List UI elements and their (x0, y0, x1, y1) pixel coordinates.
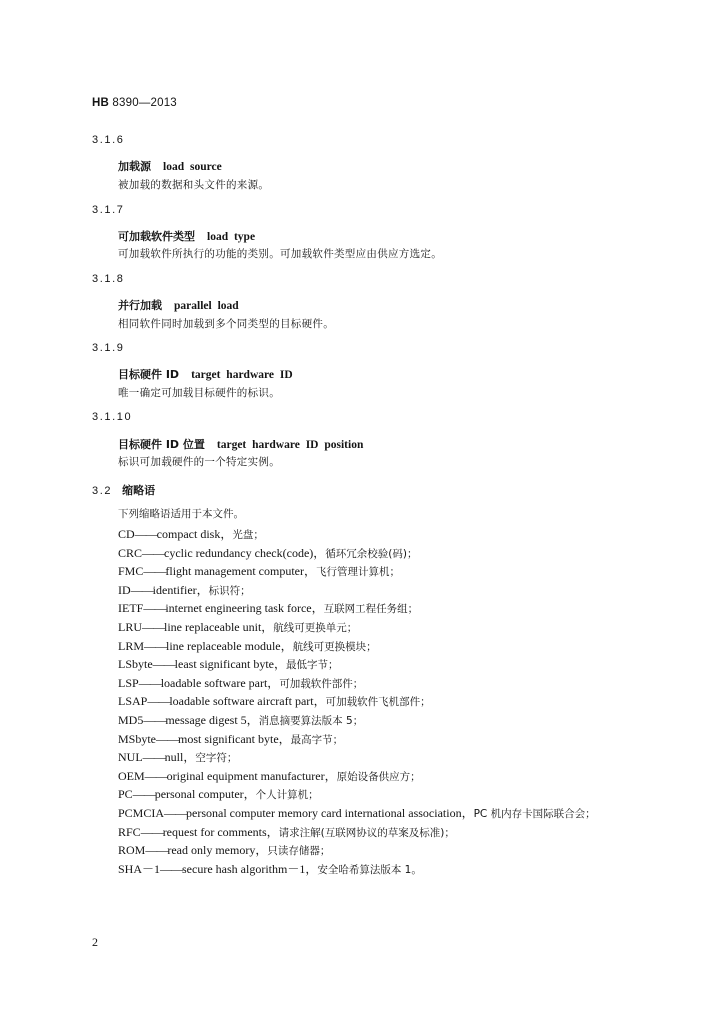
term-number: 3.1.6 (92, 134, 125, 146)
abbreviation-english: line replaceable unit， (164, 619, 274, 634)
abbreviation-item (118, 562, 596, 581)
abbreviation-english: null， (164, 750, 196, 765)
page-number: 2 (92, 935, 98, 949)
abbreviation-english: read only memory， (167, 843, 268, 858)
abbreviation-english: cyclic redundancy check(code)， (164, 545, 326, 560)
term-en: load source (163, 161, 222, 173)
term-title (118, 366, 293, 382)
abbreviation-item (118, 767, 596, 786)
abbreviation-english: request for comments， (162, 824, 279, 839)
abbreviation-dash: —— (138, 675, 161, 690)
abbreviation-item (118, 525, 596, 544)
abbreviation-term: LRM (118, 638, 145, 653)
abbreviation-term: CD (118, 527, 135, 541)
abbreviation-item (118, 618, 596, 637)
abbreviation-chinese: 原始设备供应方； (336, 770, 421, 783)
abbreviation-term: MD5 (118, 712, 144, 727)
term-definition: 标识可加载硬件的一个特定实例。 (118, 456, 280, 468)
term-number: 3.1.8 (92, 273, 125, 285)
abbreviation-term: MSbyte (118, 731, 157, 746)
abbreviation-term: IETF (118, 601, 144, 616)
abbreviation-chinese: 最高字节； (290, 733, 344, 746)
term-definition: 相同软件同时加载到多个同类型的目标硬件。 (118, 318, 334, 330)
abbreviation-item (118, 581, 596, 600)
term-number: 3.1.9 (92, 342, 125, 354)
abbreviation-dash: —— (130, 582, 153, 597)
abbreviation-chinese: 空字符； (195, 752, 238, 765)
abbreviation-term: CRC (118, 545, 143, 560)
abbreviation-english: loadable software part， (160, 675, 280, 690)
abbreviation-dash: —— (152, 657, 175, 672)
term-definition: 唯一确定可加载目标硬件的标识。 (118, 387, 280, 399)
abbreviation-term: LRU (118, 619, 142, 634)
abbreviation-chinese: 互联网工程任务组； (323, 603, 419, 616)
abbreviation-chinese: 标识符； (208, 584, 251, 597)
abbreviation-term: LSbyte (118, 657, 153, 672)
abbreviation-term: NUL (118, 750, 143, 765)
term-en: load type (207, 231, 256, 243)
abbreviation-english: loadable software aircraft part， (169, 694, 326, 709)
abbreviation-term: SHA－1 (118, 861, 161, 876)
standard-header (92, 97, 177, 109)
abbreviation-term: LSAP (118, 694, 148, 709)
abbreviation-dash: —— (160, 861, 183, 876)
abbreviation-dash: —— (156, 731, 179, 746)
abbreviation-english: personal computer， (154, 787, 256, 802)
abbreviation-chinese: 消息摘要算法版本 5； (258, 714, 364, 727)
abbreviation-english: line replaceable module， (166, 638, 293, 653)
abbreviation-item (118, 785, 596, 804)
abbreviation-dash: —— (164, 805, 187, 820)
term-title (118, 158, 222, 174)
abbreviation-english: identifier， (152, 582, 209, 597)
abbreviation-item (118, 655, 596, 674)
abbreviation-item (118, 637, 596, 656)
abbreviation-chinese: 光盘； (232, 529, 264, 541)
term-zh: 加载源 (118, 160, 151, 173)
term-title (118, 297, 239, 313)
term-definition: 可加载软件所执行的功能的类别。可加载软件类型应由供应方选定。 (118, 248, 442, 260)
abbreviation-chinese: 航线可更换模块； (292, 640, 377, 653)
abbreviation-term: ROM (118, 843, 146, 858)
term-zh: 并行加载 (118, 299, 162, 312)
term-title (118, 228, 255, 244)
abbreviation-dash: —— (144, 638, 167, 653)
standard-code: HB (92, 97, 110, 109)
abbreviation-chinese: 飞行管理计算机； (315, 566, 400, 579)
abbreviation-english: internet engineering task force， (165, 601, 324, 616)
abbreviation-chinese: 个人计算机； (255, 789, 319, 802)
term-definition: 被加载的数据和头文件的来源。 (118, 179, 270, 191)
abbreviation-dash: —— (147, 694, 170, 709)
abbreviation-chinese: 循环冗余校验(码)； (325, 547, 418, 560)
abbreviation-chinese: 航线可更换单元； (273, 621, 358, 634)
term-en: target hardware ID position (216, 439, 364, 451)
abbreviation-english: message digest 5， (165, 712, 259, 727)
abbreviation-term: OEM (118, 768, 145, 783)
abbreviation-item (118, 711, 596, 730)
abbreviation-english: personal computer memory card international association， (186, 805, 474, 820)
abbreviation-dash: —— (134, 527, 157, 541)
abbreviation-chinese: 请求注解(互联网协议的草案及标准)； (278, 826, 455, 839)
abbreviation-item (118, 841, 596, 860)
abbreviation-dash: —— (143, 564, 166, 579)
abbreviation-dash: —— (145, 843, 168, 858)
term-number: 3.1.7 (92, 204, 125, 216)
abbreviation-item (118, 823, 596, 842)
abbreviation-list (118, 525, 596, 878)
abbreviation-term: LSP (118, 675, 139, 690)
abbreviation-term: ID (118, 582, 131, 597)
abbreviation-chinese: 可加载软件部件； (279, 677, 364, 690)
term-zh: 目标硬件 ID (118, 368, 180, 381)
abbreviations-intro: 下列缩略语适用于本文件。 (118, 508, 244, 520)
standard-number: 8390—2013 (112, 97, 177, 109)
abbreviation-item (118, 730, 596, 749)
abbreviation-english: most significant byte， (178, 731, 291, 746)
abbreviation-term: PC (118, 787, 133, 802)
abbreviation-item (118, 544, 596, 563)
abbreviation-dash: —— (143, 712, 166, 727)
abbreviation-dash: —— (142, 750, 165, 765)
abbreviation-item (118, 804, 596, 823)
abbreviation-term: RFC (118, 824, 141, 839)
abbreviation-term: FMC (118, 564, 144, 579)
abbreviation-english: original equipment manufacturer， (166, 768, 337, 783)
abbreviation-dash: —— (140, 824, 163, 839)
section-title: 缩略语 (122, 484, 156, 497)
abbreviation-chinese: 可加载软件飞机部件； (325, 696, 431, 709)
abbreviation-dash: —— (132, 787, 155, 802)
abbreviation-item (118, 674, 596, 693)
abbreviation-english: least significant byte， (174, 657, 286, 672)
term-number: 3.1.10 (92, 411, 133, 423)
abbreviation-chinese: 安全哈希算法版本 1。 (317, 863, 422, 876)
term-zh: 目标硬件 ID 位置 (118, 438, 205, 451)
abbreviation-term: PCMCIA (118, 805, 165, 820)
term-title (118, 436, 363, 452)
abbreviation-english: flight management computer， (165, 564, 316, 579)
abbreviation-english: compact disk， (156, 527, 233, 541)
abbreviation-english: secure hash algorithm－1， (182, 861, 318, 876)
abbreviation-dash: —— (142, 545, 165, 560)
abbreviation-dash: —— (144, 768, 167, 783)
abbreviation-chinese: 只读存储器； (267, 845, 331, 858)
abbreviation-chinese: PC 机内存卡国际联合会； (473, 807, 596, 820)
abbreviation-item (118, 599, 596, 618)
term-en: parallel load (174, 300, 239, 312)
term-en: target hardware ID (191, 369, 293, 381)
term-zh: 可加载软件类型 (118, 230, 195, 243)
abbreviation-chinese: 最低字节； (285, 659, 339, 672)
abbreviation-item (118, 748, 596, 767)
abbreviation-dash: —— (142, 619, 164, 634)
abbreviations-heading (92, 482, 155, 498)
abbreviation-dash: —— (143, 601, 166, 616)
abbreviation-item (118, 860, 596, 879)
section-number: 3.2 (92, 485, 113, 497)
abbreviation-item (118, 692, 596, 711)
